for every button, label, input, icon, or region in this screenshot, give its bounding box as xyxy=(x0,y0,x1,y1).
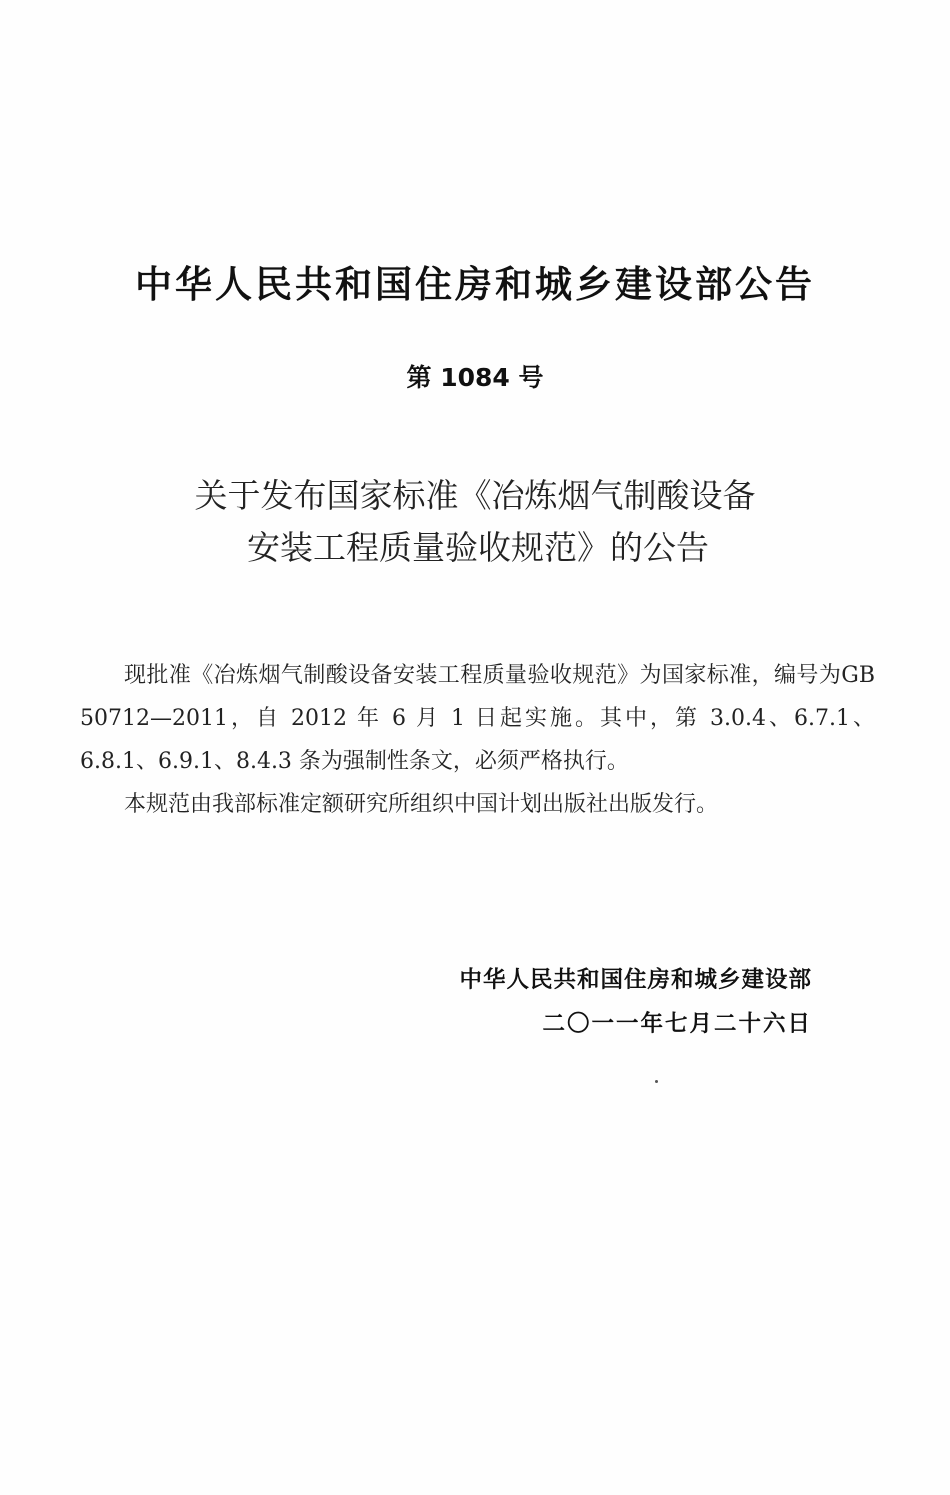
subtitle-line-2: 安装工程质量验收规范》的公告 xyxy=(247,528,709,567)
body-paragraph-2: 本规范由我部标准定额研究所组织中国计划出版社出版发行。 xyxy=(124,792,719,817)
scan-speck xyxy=(655,1080,658,1083)
announcement-heading: 中华人民共和国住房和城乡建设部公告 xyxy=(135,263,815,306)
subtitle-line-1: 关于发布国家标准《冶炼烟气制酸设备 xyxy=(194,476,756,515)
signature-date: 二〇一一年七月二十六日 xyxy=(542,1011,812,1037)
signature-organization: 中华人民共和国住房和城乡建设部 xyxy=(459,967,812,993)
announcement-body xyxy=(80,654,875,826)
announcement-subtitle xyxy=(0,470,950,574)
announcement-number: 第 1084 号 xyxy=(406,363,544,392)
body-paragraph-1: 现批准《冶炼烟气制酸设备安装工程质量验收规范》为国家标准，编号为GB 50712—2011，自 2012 年 6 月 1 日起实施。其中，第 3.0.4、6.7.1、6.8.1、6.9.1、8.4.3 条为强制性条文，必须严格执行。 xyxy=(80,663,875,774)
